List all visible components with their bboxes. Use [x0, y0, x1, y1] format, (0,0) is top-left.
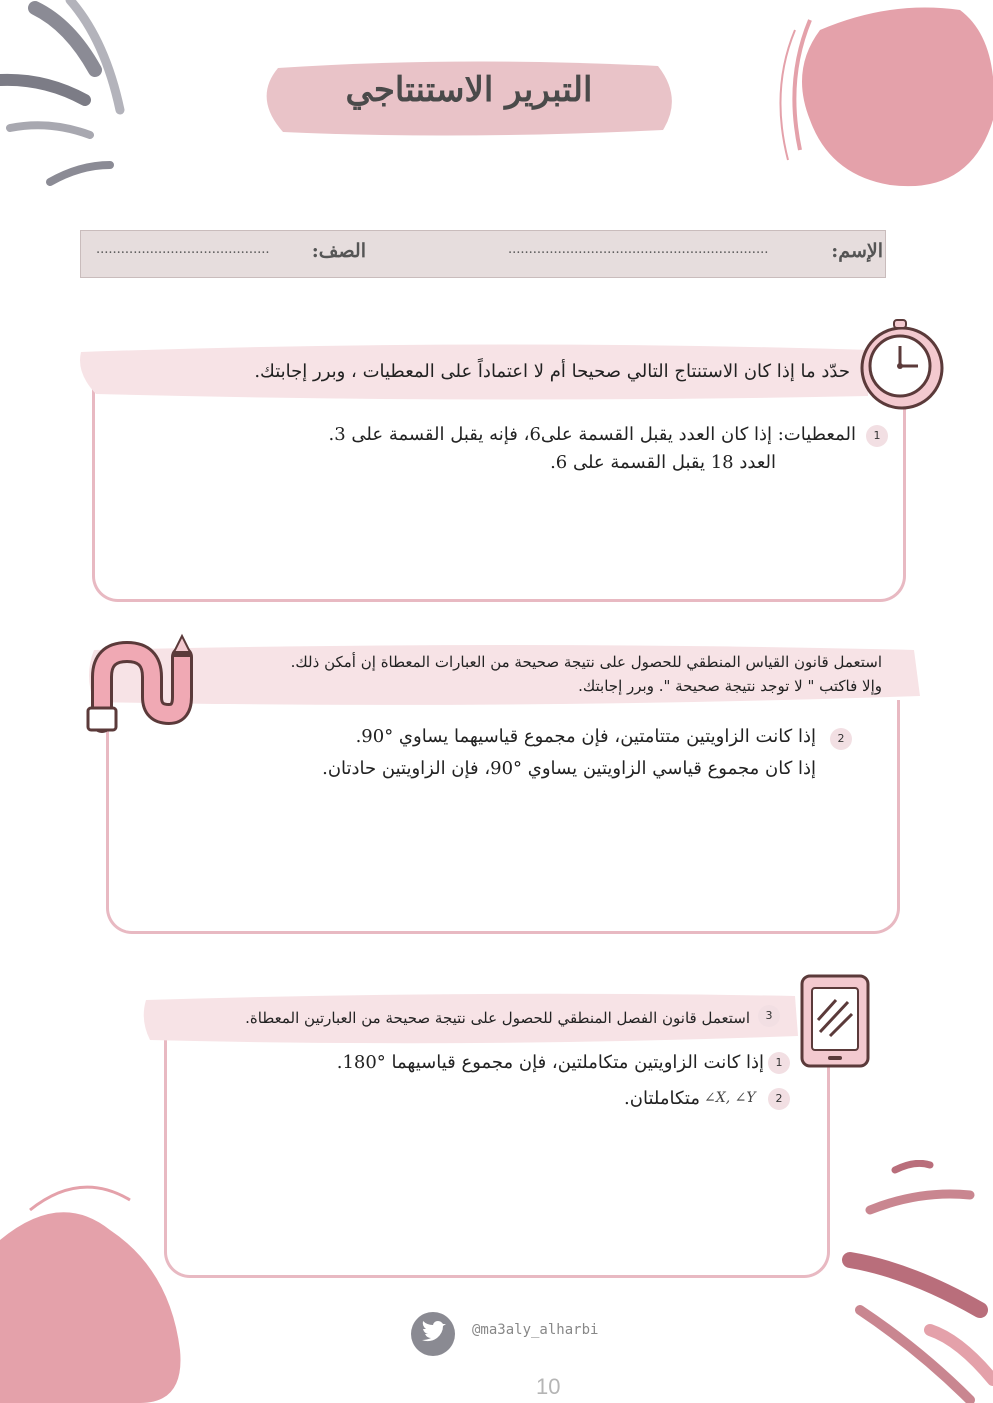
instruction-3: استعمل قانون الفصل المنطقي للحصول على نتيجة صحيحة من العبارتين المعطاة. [245, 1009, 750, 1027]
social-handle[interactable]: @ma3aly_alharbi [472, 1322, 599, 1338]
corner-strokes-decoration [0, 0, 160, 200]
question-3-item-2: متكاملتان. [624, 1088, 700, 1109]
corner-strokes-decoration-bottom [830, 1160, 993, 1403]
question-1-line-2: العدد 18 يقبل القسمة على 6. [550, 452, 776, 473]
question-number-badge: 2 [830, 728, 852, 750]
corner-blob-decoration [770, 0, 993, 200]
class-field[interactable]: .......................................... [96, 242, 270, 257]
question-1-line-1: المعطيات: إذا كان العدد يقبل القسمة على6، فإنه يقبل القسمة على 3. [328, 424, 856, 445]
instruction-2-line-1: استعمل قانون القياس المنطقي للحصول على نتيجة صحيحة من العبارات المعطاة إن أمكن ذلك. [290, 653, 882, 671]
instruction-1: حدّد ما إذا كان الاستنتاج التالي صحيحا أم لا اعتماداً على المعطيات ، وبرر إجابتك. [254, 361, 850, 382]
name-label: الإسم: [831, 240, 883, 262]
question-2-line-2: إذا كان مجموع قياسي الزاويتين يساوي °90، فإن الزاويتين حادتان. [322, 758, 816, 779]
question-number-badge: 1 [866, 425, 888, 447]
tablet-icon [796, 970, 876, 1074]
page-title: التبرير الاستنتاجي [345, 70, 593, 110]
class-label: الصف: [311, 240, 366, 262]
question-3-item-1: إذا كانت الزاويتين متكاملتين، فإن مجموع قياسيهما °180. [336, 1052, 764, 1073]
twitter-icon[interactable] [410, 1311, 456, 1357]
question-2-line-1: إذا كانت الزاويتين متتامتين، فإن مجموع قياسيهما يساوي °90. [355, 726, 816, 747]
item-number-badge: 2 [768, 1088, 790, 1110]
pencil-pipe-icon [82, 632, 202, 737]
clock-icon [852, 318, 948, 410]
instruction-2-line-2: وإلا فاكتب " لا توجد نتيجة صحيحة ". وبرر إجابتك. [578, 677, 882, 695]
question-number-badge: 3 [758, 1005, 780, 1027]
angle-math: ∠X, ∠Y [704, 1090, 756, 1106]
item-number-badge: 1 [768, 1052, 790, 1074]
answer-box-1[interactable] [92, 380, 906, 602]
page-number: 10 [536, 1374, 561, 1399]
name-field[interactable]: ............................................................... [508, 242, 769, 257]
